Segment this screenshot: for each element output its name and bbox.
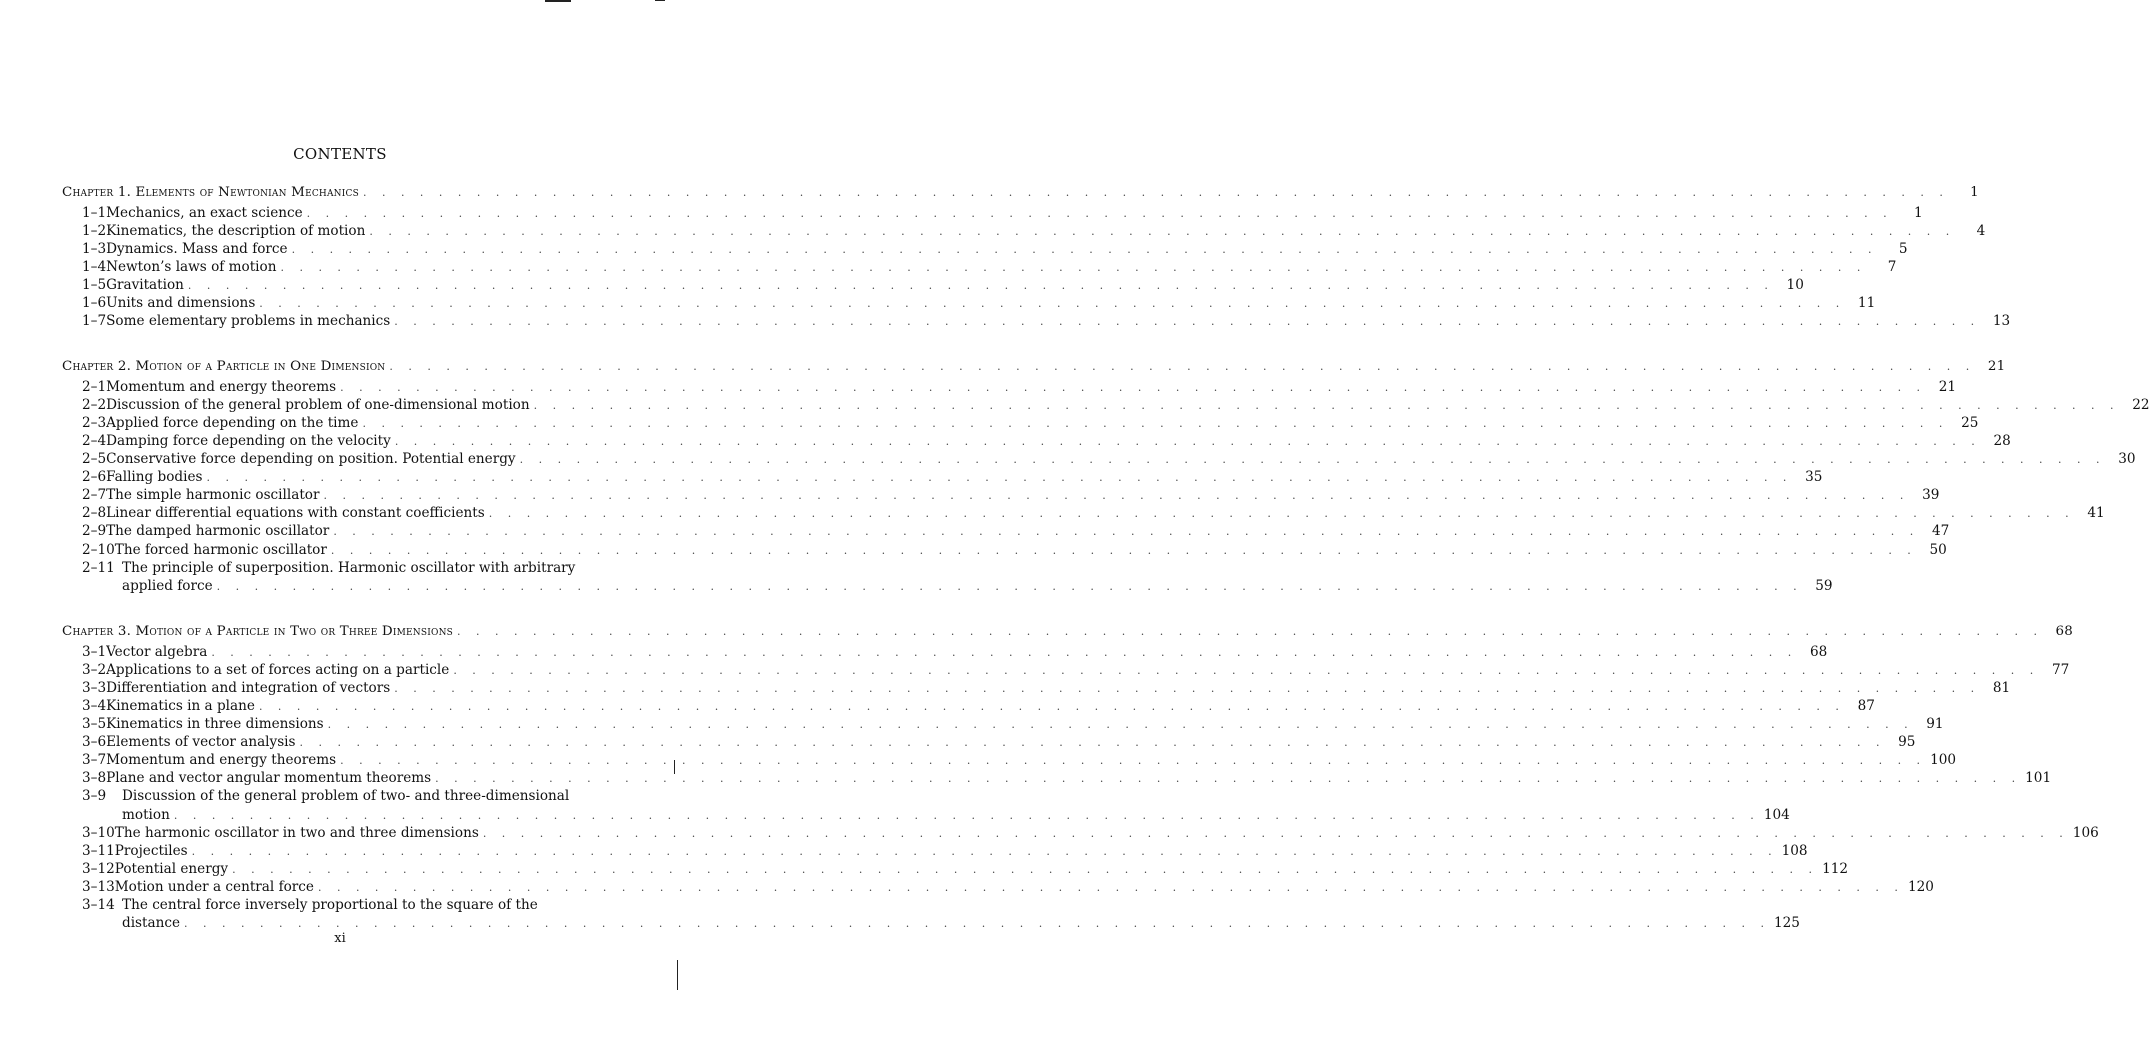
dot-leader [369,223,1955,241]
dot-leader [328,716,1914,734]
toc-entry [62,733,1916,751]
section-title: Linear differential equations with constant coefficients [106,505,485,522]
page-number: 25 [1961,414,1979,431]
page-number: 7 [1887,258,1897,275]
dot-leader [457,623,2043,641]
toc-entry [62,860,1849,878]
section-number: 2–2 [82,396,107,413]
page-number: 77 [2051,661,2070,678]
section-title-continuation: applied force [122,577,213,594]
page-number: 125 [1774,915,1800,932]
dot-leader [211,644,1797,662]
dot-leader [453,662,2039,680]
section-number: 2–10 [82,541,115,558]
toc-entry-continuation [62,577,1833,595]
page-number: 30 [2118,451,2136,467]
toc-entry [62,294,1876,312]
section-number: 1–1 [82,204,107,221]
page-number: 22 [2132,396,2150,413]
toc-entry [62,787,600,805]
toc-entry [62,432,2011,450]
scan-mark [674,760,675,774]
page-number: 35 [1805,469,1823,486]
toc-entry [62,751,1957,769]
dot-leader [307,205,1893,223]
dot-leader [207,469,1793,487]
chapter-title: Chapter 3. Motion of a Particle in Two or Three Dimensions [62,624,454,639]
section-number: 1–6 [82,295,107,312]
page-number: 41 [2087,505,2105,522]
page-number: 101 [2025,770,2052,787]
dot-leader [534,397,2120,415]
toc-entry [62,559,600,577]
section-number: 1–2 [82,222,107,239]
section-title: Newton’s laws of motion [106,258,277,275]
chapter-title: Chapter 1. Elements of Newtonian Mechanics [62,185,359,200]
toc-entry-continuation [62,914,1800,932]
page-number: 10 [1786,277,1804,293]
page-number: 106 [2072,824,2099,841]
section-title: Applications to a set of forces acting on a particle [106,661,450,678]
page-number: 81 [1992,679,2011,696]
page-number: 13 [1992,313,2011,330]
section-number: 1–4 [82,258,107,275]
section-number: 3–3 [82,679,107,696]
section-number: 2–6 [82,469,107,486]
section-title-continuation: motion [122,806,170,823]
section-number: 3–4 [82,697,107,714]
toc-entry-continuation [62,806,1790,824]
toc-entry [62,504,2105,522]
scan-mark [677,960,678,990]
toc-entry [62,643,1828,661]
page-number: 91 [1926,716,1944,732]
dot-leader [483,825,2069,843]
scan-mark [655,0,665,1]
dot-leader [188,277,1774,295]
section-number: 1–7 [82,313,107,330]
section-number: 3–12 [82,860,115,877]
section-title: Projectiles [114,842,188,859]
dot-leader [394,680,1980,698]
toc-entry [62,468,1823,486]
chapter-title: Chapter 2. Motion of a Particle in One Dimension [62,359,386,374]
section-title: Kinematics in a plane [106,697,255,714]
section-number: 2–1 [82,378,107,395]
toc-entry [62,878,1934,896]
toc-entry [62,842,1808,860]
page-number: 47 [1931,523,1950,540]
section-number: 3–13 [82,878,115,895]
toc-entry [62,312,2011,330]
page-folio: xi [334,931,346,946]
section-title: Kinematics, the description of motion [106,222,366,239]
section-number: 3–9 [82,788,107,805]
toc-entry [62,679,2011,697]
section-title: Vector algebra [106,643,208,660]
section-title-continuation: distance [122,915,181,932]
section-number: 2–5 [82,451,107,467]
page-number: 1 [1970,185,1979,200]
page-number: 108 [1781,842,1808,859]
section-title: Momentum and energy theorems [106,752,337,769]
section-title: Mechanics, an exact science [106,204,303,221]
section-number: 2–4 [82,432,107,449]
section-title: Discussion of the general problem of two- and three-dimensional [122,788,570,805]
dot-leader [362,415,1948,433]
toc-entry [62,378,1957,396]
toc-entry [62,396,2150,414]
dot-leader [389,358,1975,376]
dot-leader [259,698,1845,716]
toc-entry [62,222,1986,240]
section-title: Conservative force depending on position. Potential energy [106,451,516,467]
chapter-heading [62,184,1979,202]
dot-leader [280,259,1866,277]
section-number: 2–8 [82,505,107,522]
section-title: Motion under a central force [114,878,314,895]
page-number: 100 [1930,752,1957,769]
toc-entry [62,258,1897,276]
scan-mark [545,0,571,2]
section-title: Momentum and energy theorems [106,378,337,395]
section-number: 1–3 [82,240,107,257]
section-title: Dynamics. Mass and force [106,240,288,257]
dot-leader [333,523,1919,541]
toc-entry [62,769,2052,787]
section-title: Some elementary problems in mechanics [106,313,391,330]
toc-entry [62,276,1804,294]
page-number: 120 [1907,878,1934,895]
section-title: Damping force depending on the velocity [106,432,391,449]
page-number: 28 [1993,432,2011,449]
page-number: 4 [1976,222,1986,239]
page-number: 39 [1922,487,1940,504]
section-title: Discussion of the general problem of one-dimensional motion [106,396,530,413]
toc-entry [62,204,1923,222]
section-number: 2–9 [82,523,107,540]
section-title: The harmonic oscillator in two and three dimensions [114,824,479,841]
section-number: 3–2 [82,661,107,678]
dot-leader [259,295,1845,313]
section-title: The central force inversely proportional to the square of the [122,897,538,913]
dot-leader [318,879,1904,897]
toc-entry [62,486,1940,504]
page-number: 1 [1913,204,1923,221]
section-number: 2–11 [82,559,115,576]
section-title: Applied force depending on the time [106,414,359,431]
page-number: 59 [1815,577,1833,594]
section-title: Potential energy [114,860,229,877]
toc-entry [62,522,1950,540]
section-title: Units and dimensions [106,295,256,312]
section-title: The forced harmonic oscillator [114,541,327,558]
dot-leader [489,505,2075,523]
toc-entry [62,896,600,914]
chapter-heading [62,623,2073,641]
chapter-heading [62,358,2006,376]
toc-entry [62,661,2070,679]
dot-leader [395,433,1981,451]
section-number: 3–5 [82,716,107,732]
section-title: Falling bodies [106,469,203,486]
dot-leader [292,241,1878,259]
page-number: 104 [1763,806,1790,823]
page-number: 21 [1938,378,1957,395]
dot-leader [232,861,1818,879]
page-number: 5 [1898,240,1908,257]
contents-heading: CONTENTS [293,145,387,163]
toc-entry [62,824,2099,842]
dot-leader [331,542,1917,560]
section-number: 2–7 [82,487,107,504]
dot-leader [192,843,1778,861]
toc-entry [62,240,1908,258]
dot-leader [300,734,1886,752]
dot-leader [340,752,1926,770]
toc-entry [62,715,1944,733]
section-number: 3–7 [82,752,107,769]
page-number: 112 [1822,860,1849,877]
section-title: Gravitation [106,277,184,293]
page-number: 87 [1857,697,1875,714]
page-number: 95 [1898,734,1916,751]
section-number: 3–6 [82,734,107,751]
section-number: 3–14 [82,897,115,913]
toc-entry [62,541,1947,559]
dot-leader [340,379,1926,397]
section-number: 2–3 [82,414,107,431]
page-number: 50 [1929,541,1947,558]
section-title: Differentiation and integration of vectors [106,679,391,696]
page-number: 21 [1987,359,2006,374]
section-title: The principle of superposition. Harmonic oscillator with arbitrary [122,559,576,576]
page-number: 68 [1809,643,1828,660]
toc-entry [62,414,1979,432]
page-number: 11 [1857,295,1876,312]
dot-leader [520,451,2106,469]
section-number: 1–5 [82,277,107,293]
section-title: Kinematics in three dimensions [106,716,324,732]
toc-entry [62,450,2136,468]
dot-leader [323,487,1909,505]
section-number: 3–1 [82,643,107,660]
section-title: Plane and vector angular momentum theorems [106,770,432,787]
dot-leader [394,313,1980,331]
section-number: 3–10 [82,824,115,841]
section-number: 3–11 [82,842,115,859]
section-title: The damped harmonic oscillator [106,523,330,540]
section-number: 3–8 [82,770,107,787]
dot-leader [363,184,1949,202]
page-number: 68 [2055,624,2073,639]
dot-leader [174,807,1760,825]
dot-leader [217,578,1803,596]
section-title: Elements of vector analysis [106,734,296,751]
section-title: The simple harmonic oscillator [106,487,320,504]
toc-entry [62,697,1875,715]
